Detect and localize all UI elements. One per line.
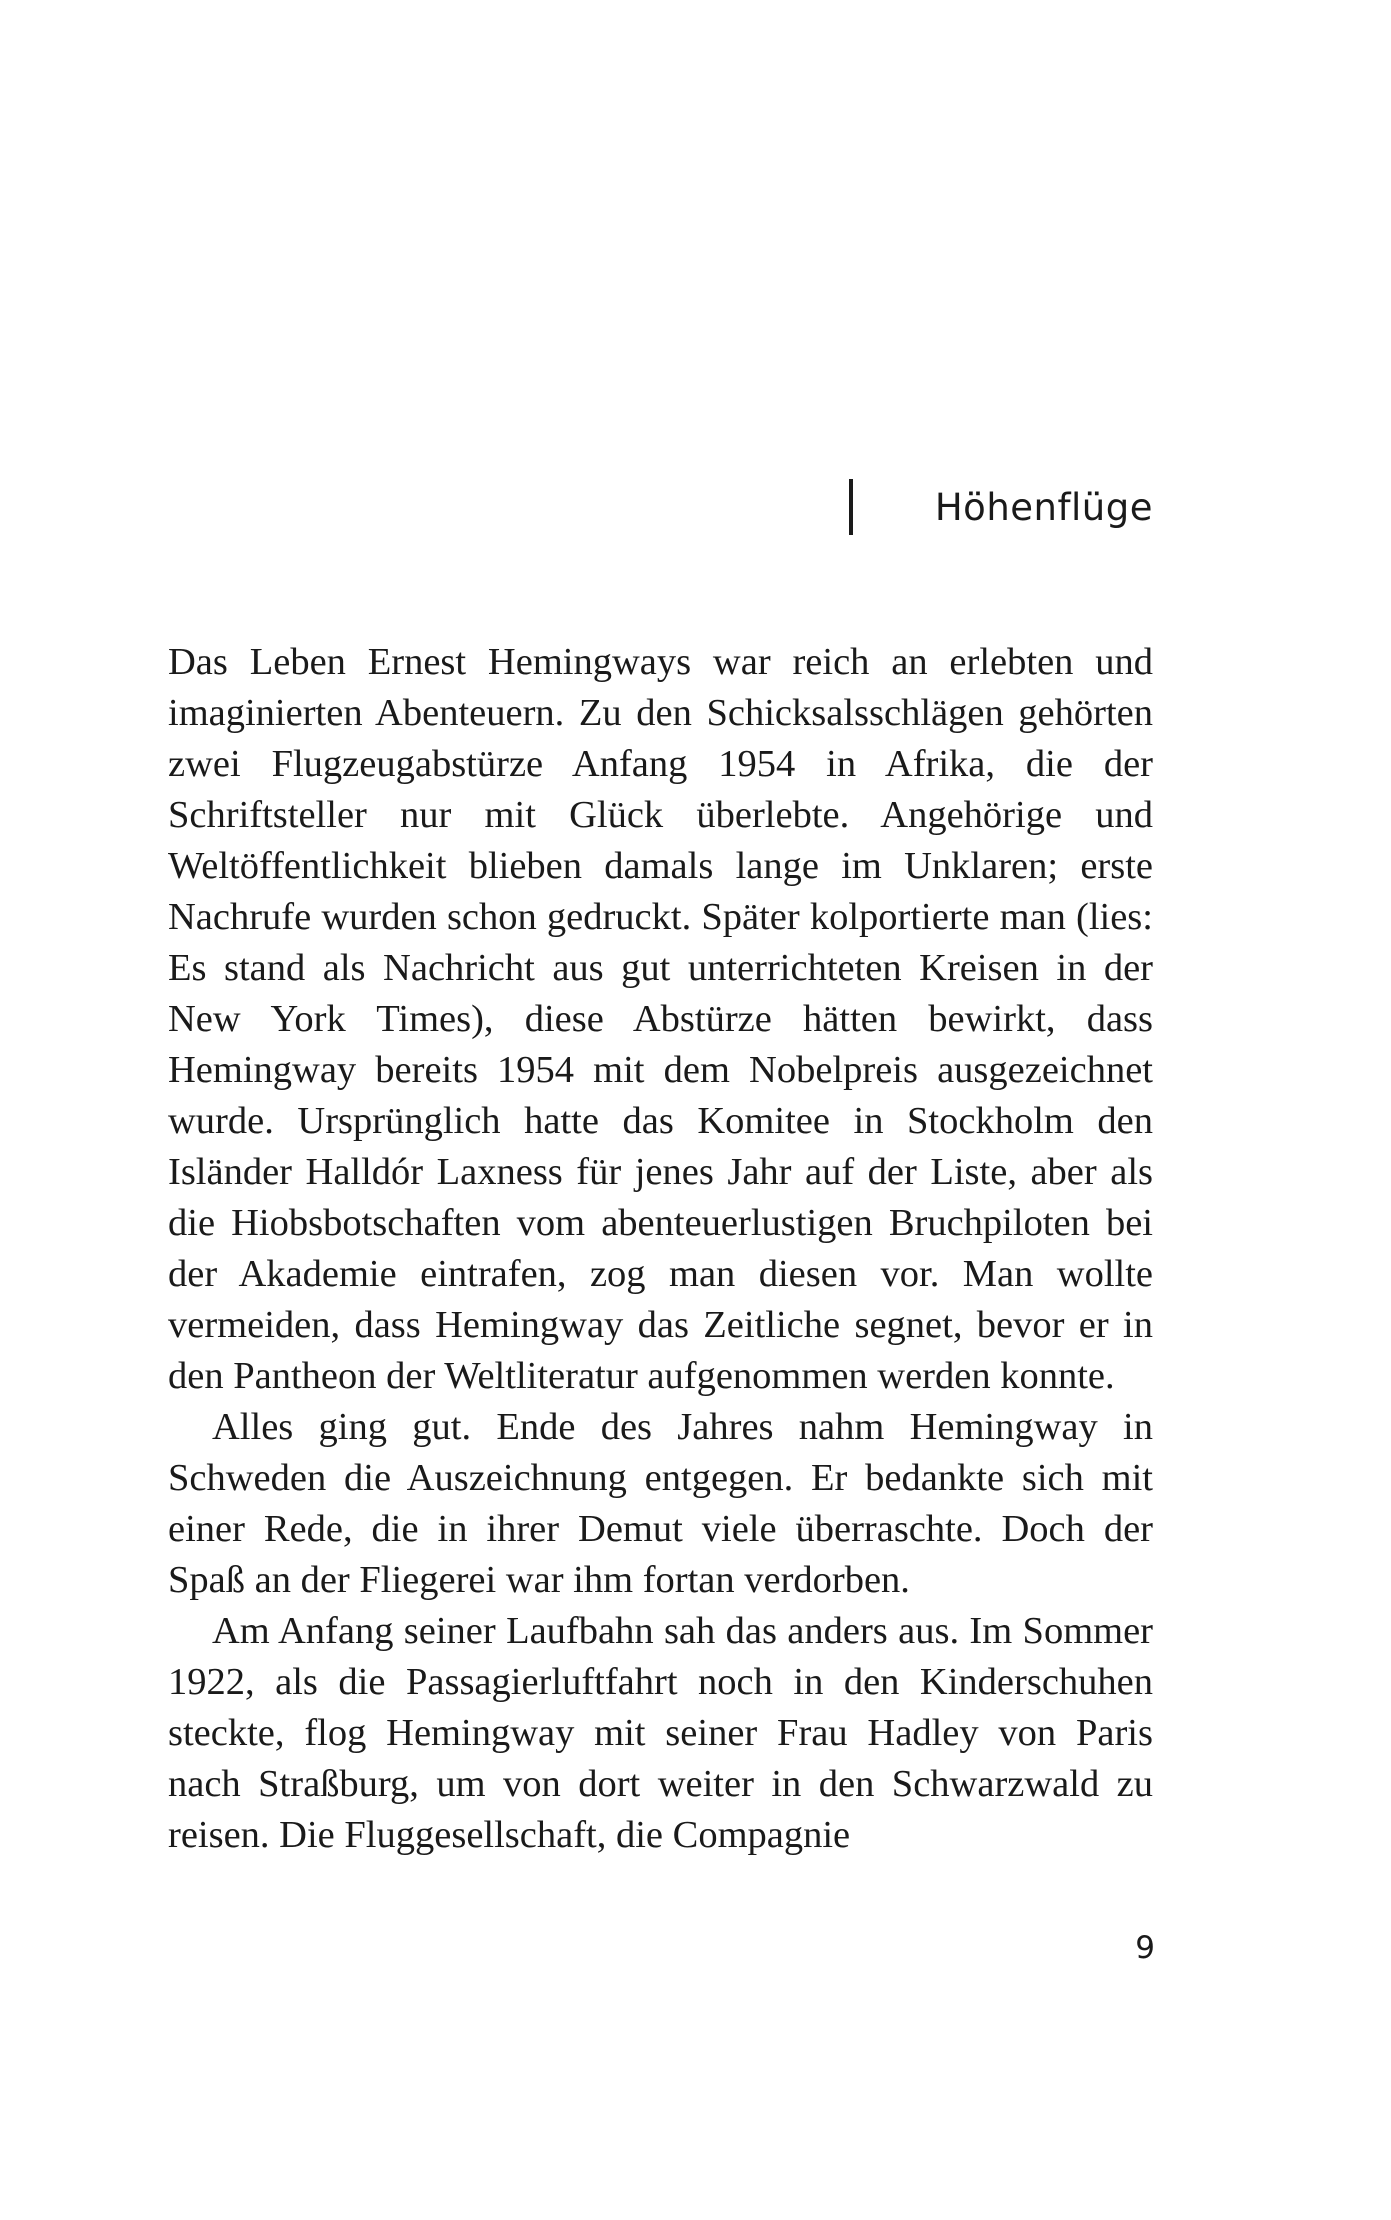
paragraph-2: Alles ging gut. Ende des Jahres nahm Hemingway in Schweden die Auszeichnung entgegen. Er bedankte sich mit einer Rede, die in ihrer Demut viele überraschte. Doch der Spaß an der Fliegerei war ihm fortan verdorben. bbox=[168, 1406, 1153, 1601]
chapter-title: Höhenflüge bbox=[934, 485, 1153, 529]
paragraph-3: Am Anfang seiner Laufbahn sah das anders aus. Im Sommer 1922, als die Passagierluftfahrt noch in den Kinderschuhen steckte, flog Hemingway mit seiner Frau Hadley von Paris nach Straßburg, um von dort weiter in den Schwarzwald zu reisen. Die Fluggesellschaft, die Compagnie bbox=[168, 1610, 1153, 1856]
body-text bbox=[168, 637, 1153, 1861]
chapter-divider bbox=[849, 479, 853, 535]
page-number: 9 bbox=[1135, 1930, 1155, 1966]
paragraph-1: Das Leben Ernest Hemingways war reich an erlebten und imaginierten Abenteuern. Zu den Schicksalsschlägen gehörten zwei Flugzeugabstürze Anfang 1954 in Afrika, die der Schriftsteller nur mit Glück überlebte. Angehörige und Weltöffentlichkeit blieben damals lange im Unklaren; erste Nachrufe wurden schon gedruckt. Später kolportierte man (lies: Es stand als Nachricht aus gut unterrichteten Kreisen in der New York Times), diese Abstürze hätten bewirkt, dass Hemingway bereits 1954 mit dem Nobelpreis ausgezeichnet wurde. Ursprünglich hatte das Komitee in Stockholm den Isländer Halldór Laxness für jenes Jahr auf der Liste, aber als die Hiobsbotschaften vom abenteuerlustigen Bruchpiloten bei der Akademie eintrafen, zog man diesen vor. Man wollte vermeiden, dass Hemingway das Zeitliche segnet, bevor er in den Pantheon der Weltliteratur aufgenommen werden konnte. bbox=[168, 641, 1153, 1397]
chapter-header bbox=[849, 478, 1153, 536]
